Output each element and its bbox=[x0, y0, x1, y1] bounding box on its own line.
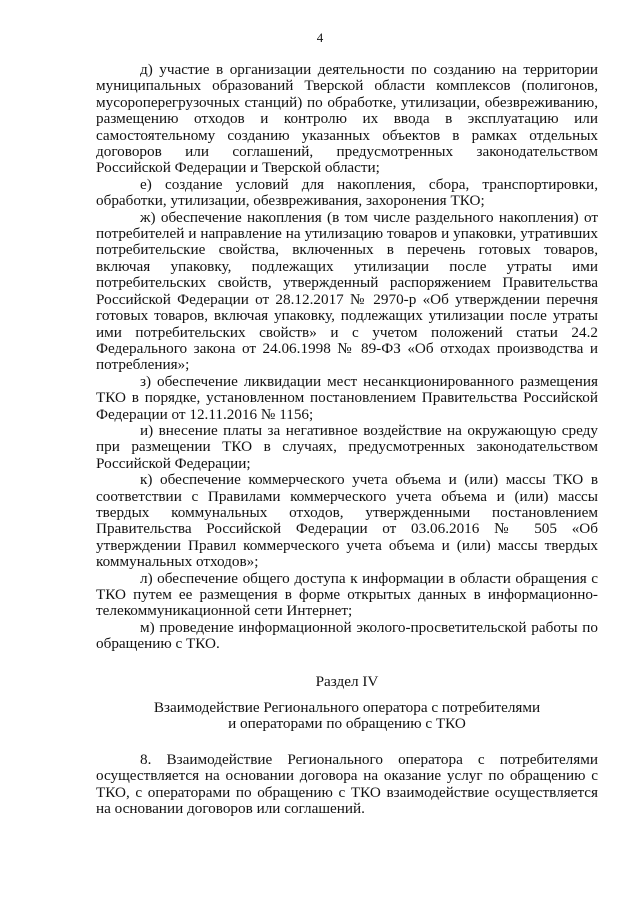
paragraph-e: е) создание условий для накопления, сбора, транспортировки, обработки, утилизации, обезвреживания, захоронения ТКО; bbox=[96, 175, 598, 210]
paragraph-m: м) проведение информационной эколого-просветительской работы по обращению с ТКО. bbox=[96, 618, 598, 653]
paragraph-i: и) внесение платы за негативное воздействие на окружающую среду при размещении ТКО в случаях, предусмотренных законодательством Российской Федерации; bbox=[96, 421, 598, 472]
section-number: Раздел IV bbox=[315, 672, 379, 690]
paragraph-d: д) участие в организации деятельности по созданию на территории муниципальных образований Тверской области комплексов (полигонов, мусороперегрузочных станций) по обработке, утилизации, обезвреживанию, размещению отходов и контролю их ввода в эксплуатацию или самостоятельному созданию указанных объектов в рамках отдельных договоров или соглашений, предусмотренных законодательством Российской Федерации и Тверской области; bbox=[96, 61, 598, 177]
paragraph-8: 8. Взаимодействие Регионального оператора с потребителями осуществляется на основании договора на оказание услуг по обращению с ТКО, с операторами по обращению с ТКО взаимодействие осуществляется на основании договоров или соглашений. bbox=[96, 750, 598, 818]
page-number: 4 bbox=[316, 30, 324, 45]
paragraph-k: к) обеспечение коммерческого учета объема и (или) массы ТКО в соответствии с Правилами коммерческого учета объема и (или) массы твердых коммунальных отходов, утвержденными постановлением Правительства Российской Федерации от 03.06.2016 № 505 «Об утверждении Правил коммерческого учета объема и (или) массы твердых коммунальных отходов»; bbox=[96, 471, 598, 571]
document-body bbox=[96, 62, 598, 817]
section-title-line-2: и операторами по обращению с ТКО bbox=[228, 715, 466, 733]
paragraph-zh: ж) обеспечение накопления (в том числе раздельного накопления) от потребителей и направление на утилизацию товаров и упаковки, утративших потребительские свойства, включенных в перечень готовых товаров, включая упаковку, подлежащих утилизации после утраты ими потребительских свойств, утвержденный распоряжением Правительства Российской Федерации от 28.12.2017 № 2970-р «Об утверждении перечня готовых товаров, включая упаковку, подлежащих утилизации после утраты ими потребительских свойств» и с учетом положений статьи 24.2 Федерального закона от 24.06.1998 № 89-ФЗ «Об отходах производства и потребления»; bbox=[96, 208, 598, 374]
section-title bbox=[96, 700, 598, 733]
paragraph-l: л) обеспечение общего доступа к информации в области обращения с ТКО путем ее размещения в форме открытых данных в информационно-телекоммуникационной сети Интернет; bbox=[96, 569, 598, 620]
paragraph-z: з) обеспечение ликвидации мест несанкционированного размещения ТКО в порядке, установленном постановлением Правительства Российской Федерации от 12.11.2016 № 1156; bbox=[96, 372, 598, 423]
section-title-line-1: Взаимодействие Регионального оператора с потребителями bbox=[153, 699, 541, 717]
